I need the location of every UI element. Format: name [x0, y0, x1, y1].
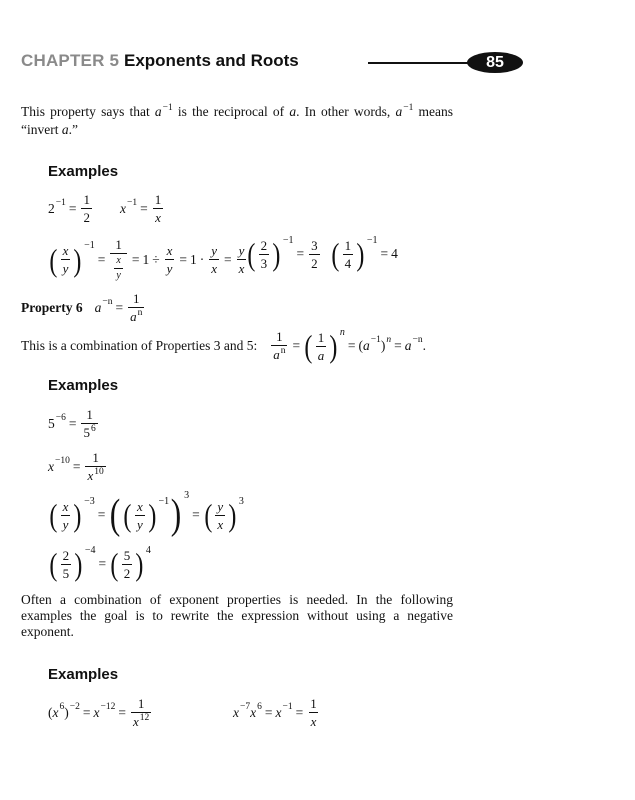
exp: −1 [127, 197, 138, 208]
var-a: a [395, 104, 403, 119]
intro-text: .” [68, 122, 78, 137]
exp: −1 [162, 103, 173, 113]
example-x-neg7-x6: x $^{-7}$ x $^6$ = x $^{-1}$ = $\frac{1}{x}$ [233, 696, 317, 729]
var-x: x [120, 200, 126, 216]
property-6: Property 6 a $^{-n}$ = $\frac{1}{a^n}$ [21, 291, 143, 324]
var-a: a [289, 104, 297, 119]
property-label: Property 6 [21, 300, 83, 316]
example-two-fifths-neg4: ( $\frac{2}{5}$ ) −4 = ( $\frac{5}{2}$ ) 4 [49, 544, 151, 582]
fraction: $\frac{1}{x}$ [154, 192, 162, 225]
examples-heading: Examples [48, 163, 119, 180]
equals: = [97, 251, 106, 267]
paren-group: ( $\frac{x}{y}$ ) [49, 241, 82, 278]
page-number: 85 [467, 52, 523, 73]
examples-heading: Examples [48, 666, 119, 683]
equals: = [68, 200, 77, 216]
chapter-title: Exponents and Roots [124, 51, 299, 70]
examples-heading: Examples [48, 377, 119, 394]
example-quarter-inverse: ( $\frac{1}{4}$ ) −1 = 4 [331, 234, 398, 272]
combination-line: This is a combination of Properties 3 and 5: $\frac{1}{a^n}$ = ( $\frac{1}{a}$ ) n = ( a $^{-1}$ ) $^n$ = a $^{-n}$ . [21, 326, 426, 365]
var-a: a [61, 122, 69, 137]
combination-text: This is a combination of Properties 3 and 5: [21, 338, 258, 354]
often-paragraph: Often a combination of exponent properties is needed. In the following examples the goal is to rewrite the expression without using a negative exponent. [21, 592, 453, 639]
example-5-neg6: 5 $^{-6}$ = $\frac{1}{5^6}$ [48, 407, 96, 440]
exp: −1 [55, 197, 66, 208]
exp: −1 [403, 103, 414, 113]
example-two-thirds-inverse: ( $\frac{2}{3}$ ) −1 = $\frac{3}{2}$ [247, 234, 318, 272]
equals: = [140, 200, 148, 216]
example-2-inverse [48, 193, 94, 224]
example-xy-inverse: ( $\frac{x}{y}$ ) −1 = $\frac{1}{\frac{x}{y}}$ = 1 ÷ $\frac{x}{y}$ = 1 · $\frac{y}{x}$ = $\frac{y}{x}$ [49, 237, 245, 281]
example-xy-neg3: ( $\frac{x}{y}$ ) −3 = ( ( $\frac{x}{y}$ ) −1 ) 3 = ( $\frac{y}{x}$ ) 3 [49, 489, 244, 538]
exp: −1 [84, 240, 95, 251]
multiply-dot: · [199, 251, 205, 267]
intro-paragraph [21, 104, 453, 138]
chapter-label: CHAPTER 5 [21, 51, 120, 70]
intro-text: means “invert [21, 104, 454, 137]
fraction: $\frac{1}{2}$ [83, 192, 90, 225]
var-a: a [154, 104, 162, 119]
intro-text: . In other words, [296, 104, 396, 119]
intro-text: is the reciprocal of [172, 104, 290, 119]
header-rule [368, 62, 478, 64]
complex-fraction: $\frac{1}{\frac{x}{y}}$ [110, 238, 126, 281]
example-x6-neg2: ( x $^6$ ) $^{-2}$ = x $^{-12}$ = $\frac{1}{x^{12}}$ [48, 696, 150, 729]
intro-text: This property says that [21, 104, 155, 119]
example-x-neg10: x $^{-10}$ = $\frac{1}{x^{10}}$ [48, 450, 104, 483]
divide: ÷ [152, 251, 160, 267]
example-x-inverse [120, 193, 165, 224]
num: 2 [48, 200, 55, 216]
